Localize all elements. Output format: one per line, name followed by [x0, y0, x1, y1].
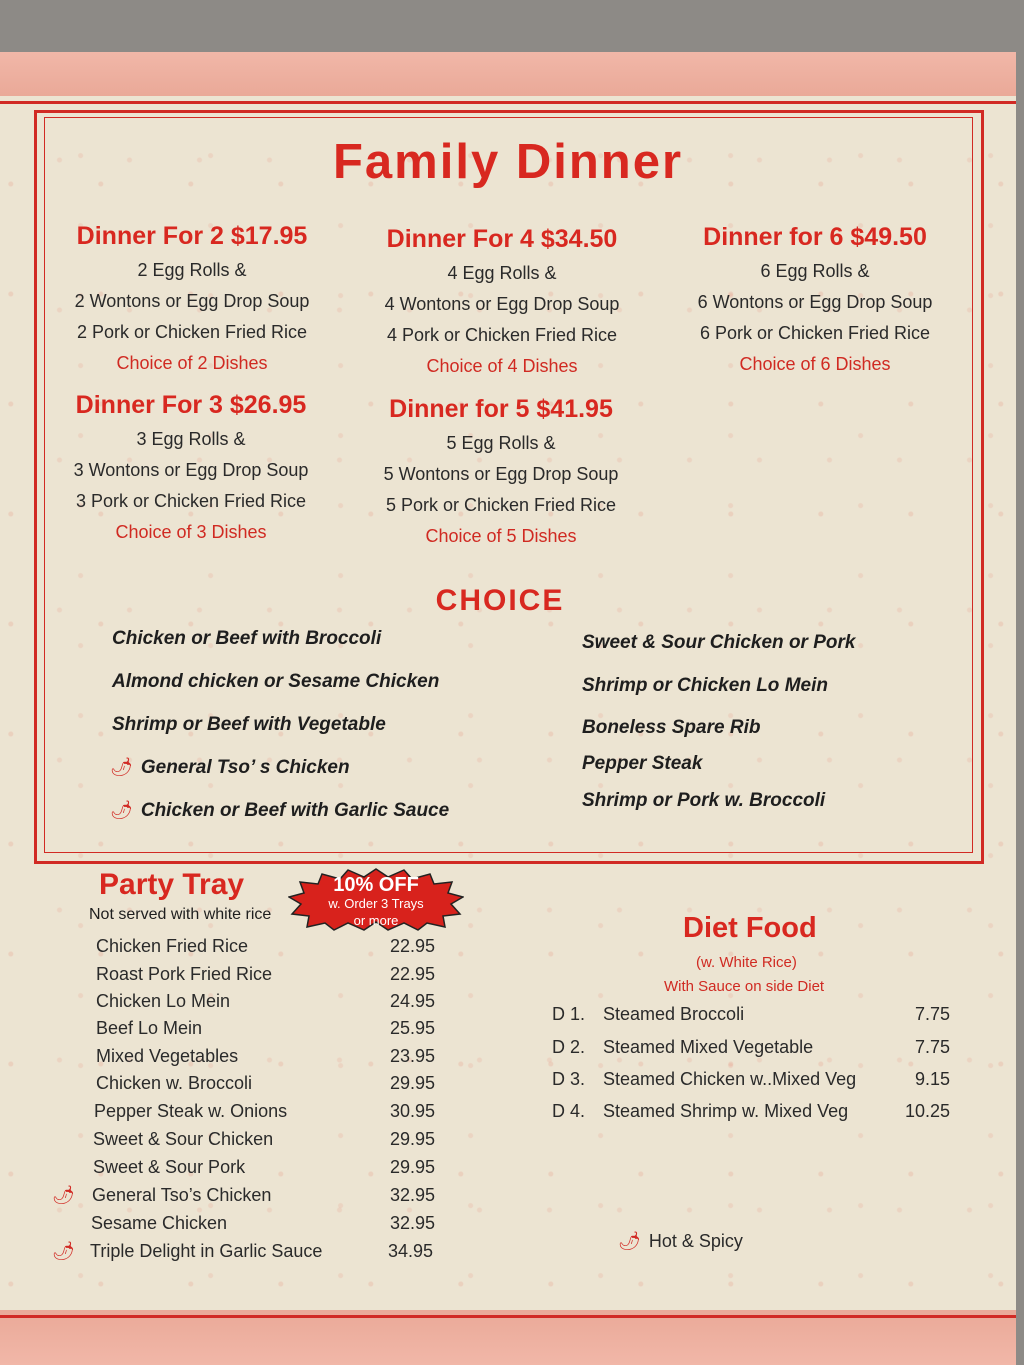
dinner-line: 2 Wontons or Egg Drop Soup: [74, 291, 310, 311]
choice-item: Sweet & Sour Chicken or Pork: [582, 632, 856, 653]
choice-item: Pepper Steak: [582, 753, 703, 774]
item-name: Steamed Chicken w..Mixed Veg: [603, 1069, 857, 1089]
dinner-line: 2 Pork or Chicken Fried Rice: [76, 322, 308, 342]
choice-item-label: Chicken or Beef with Garlic Sauce: [140, 800, 450, 821]
chili-pepper-icon: 🌶︎: [110, 800, 133, 820]
party-tray-item: [50, 1157, 450, 1183]
item-price: 34.95: [388, 1241, 434, 1261]
choice-item: Almond chicken or Sesame Chicken: [112, 671, 440, 692]
choice-title: CHOICE: [435, 584, 565, 617]
item-name: Sweet & Sour Pork: [93, 1157, 246, 1177]
item-code: D 4.: [552, 1101, 586, 1121]
choice-item-spicy: [110, 757, 350, 779]
item-price: 7.75: [914, 1037, 950, 1057]
chili-pepper-icon: 🌶︎: [618, 1231, 641, 1251]
dinner-heading: Dinner For 2 $17.95: [76, 222, 308, 250]
item-name: Sesame Chicken: [91, 1213, 228, 1233]
party-tray-item: [50, 1213, 450, 1239]
item-name: Mixed Vegetables: [96, 1046, 239, 1066]
hot-spicy-legend: [618, 1231, 743, 1252]
chili-pepper-icon: 🌶︎: [110, 757, 133, 777]
item-code: D 2.: [552, 1037, 586, 1057]
party-tray-item-spicy: [50, 1241, 450, 1267]
diet-food-note: With Sauce on side Diet: [664, 978, 825, 995]
party-tray-item: [50, 1073, 450, 1099]
item-price: 7.75: [914, 1004, 950, 1024]
dinner-line: 5 Pork or Chicken Fried Rice: [385, 495, 617, 515]
choice-item: Boneless Spare Rib: [582, 717, 761, 738]
diet-item: [552, 1037, 950, 1063]
item-name: Steamed Mixed Vegetable: [603, 1037, 814, 1057]
item-price: 25.95: [390, 1018, 436, 1038]
diet-food-title: Diet Food: [683, 912, 817, 944]
item-price: 32.95: [390, 1213, 436, 1233]
top-rule: [0, 101, 1016, 104]
dinner-line: 3 Wontons or Egg Drop Soup: [73, 460, 309, 480]
choice-item: Shrimp or Pork w. Broccoli: [582, 790, 826, 811]
party-tray-item: [50, 991, 450, 1017]
dinner-line: 4 Egg Rolls &: [447, 263, 557, 283]
item-price: 30.95: [390, 1101, 436, 1121]
badge-line1: 10% OFF: [333, 874, 419, 896]
discount-badge: [288, 867, 464, 931]
dinner-heading: Dinner For 4 $34.50: [386, 225, 618, 253]
party-tray-item: [50, 936, 450, 962]
dinner-choice: Choice of 4 Dishes: [426, 356, 578, 376]
party-tray-item: [50, 1046, 450, 1072]
chili-pepper-icon: 🌶︎: [52, 1185, 75, 1205]
item-name: Sweet & Sour Chicken: [93, 1129, 274, 1149]
dinner-heading: Dinner for 5 $41.95: [389, 395, 613, 423]
item-name: Chicken Fried Rice: [96, 936, 249, 956]
item-price: 22.95: [390, 936, 436, 956]
bottom-rule: [0, 1315, 1016, 1318]
choice-item: Shrimp or Chicken Lo Mein: [582, 675, 828, 696]
dinner-choice: Choice of 3 Dishes: [115, 522, 267, 542]
item-name: Chicken Lo Mein: [96, 991, 231, 1011]
dinner-heading: Dinner for 6 $49.50: [703, 223, 927, 251]
item-name: General Tso’s Chicken: [92, 1185, 272, 1205]
dinner-line: 5 Egg Rolls &: [446, 433, 556, 453]
bottom-border-band: [0, 1310, 1016, 1365]
item-price: 9.15: [914, 1069, 950, 1089]
party-tray-item: [50, 1018, 450, 1044]
choice-item: Shrimp or Beef with Vegetable: [112, 714, 386, 735]
dinner-line: 4 Wontons or Egg Drop Soup: [384, 294, 620, 314]
diet-item: [552, 1004, 950, 1030]
item-code: D 3.: [552, 1069, 586, 1089]
dinner-line: 6 Egg Rolls &: [760, 261, 870, 281]
diet-item: [552, 1069, 950, 1095]
party-tray-item: [50, 1101, 450, 1127]
item-name: Steamed Shrimp w. Mixed Veg: [603, 1101, 849, 1121]
dinner-choice: Choice of 2 Dishes: [116, 353, 268, 373]
top-border-band: [0, 52, 1016, 96]
dinner-line: 4 Pork or Chicken Fried Rice: [386, 325, 618, 345]
family-dinner-title: Family Dinner: [332, 135, 684, 189]
item-price: 10.25: [904, 1101, 950, 1121]
dinner-line: 3 Egg Rolls &: [136, 429, 246, 449]
item-name: Pepper Steak w. Onions: [94, 1101, 288, 1121]
item-code: D 1.: [552, 1004, 586, 1024]
choice-item-label: General Tso’ s Chicken: [140, 757, 350, 778]
item-name: Chicken w. Broccoli: [96, 1073, 253, 1093]
item-name: Beef Lo Mein: [96, 1018, 203, 1038]
dinner-line: 3 Pork or Chicken Fried Rice: [75, 491, 307, 511]
item-price: 24.95: [390, 991, 436, 1011]
choice-item: Chicken or Beef with Broccoli: [112, 628, 382, 649]
diet-food-subtitle: (w. White Rice): [696, 954, 797, 971]
dinner-line: 6 Wontons or Egg Drop Soup: [697, 292, 933, 312]
party-tray-item: [50, 1129, 450, 1155]
party-tray-title: Party Tray: [99, 868, 245, 901]
item-price: 29.95: [390, 1129, 436, 1149]
badge-line3: or more: [353, 913, 399, 928]
badge-line2: w. Order 3 Trays: [328, 896, 424, 911]
item-name: Roast Pork Fried Rice: [96, 964, 273, 984]
dinner-for-5: [351, 395, 651, 547]
dinner-choice: Choice of 6 Dishes: [739, 354, 891, 374]
diet-item: [552, 1101, 950, 1127]
choice-item-spicy: [110, 800, 449, 822]
dinner-for-6: [665, 223, 965, 375]
party-tray-item-spicy: [50, 1185, 450, 1211]
dinner-for-3: [41, 391, 341, 543]
dinner-heading: Dinner For 3 $26.95: [75, 391, 307, 419]
item-name: Steamed Broccoli: [603, 1004, 745, 1024]
dinner-line: 2 Egg Rolls &: [137, 260, 247, 280]
item-price: 22.95: [390, 964, 436, 984]
party-tray-item: [50, 964, 450, 990]
item-price: 32.95: [390, 1185, 436, 1205]
chili-pepper-icon: 🌶︎: [52, 1241, 75, 1261]
item-price: 29.95: [390, 1073, 436, 1093]
dinner-line: 5 Wontons or Egg Drop Soup: [383, 464, 619, 484]
dinner-line: 6 Pork or Chicken Fried Rice: [699, 323, 931, 343]
dinner-for-2: [42, 222, 342, 374]
legend-label: Hot & Spicy: [648, 1231, 743, 1251]
item-price: 29.95: [390, 1157, 436, 1177]
item-name: Triple Delight in Garlic Sauce: [90, 1241, 323, 1261]
item-price: 23.95: [390, 1046, 436, 1066]
dinner-for-4: [352, 225, 652, 377]
party-tray-subtitle: Not served with white rice: [89, 906, 272, 923]
dinner-choice: Choice of 5 Dishes: [425, 526, 577, 546]
